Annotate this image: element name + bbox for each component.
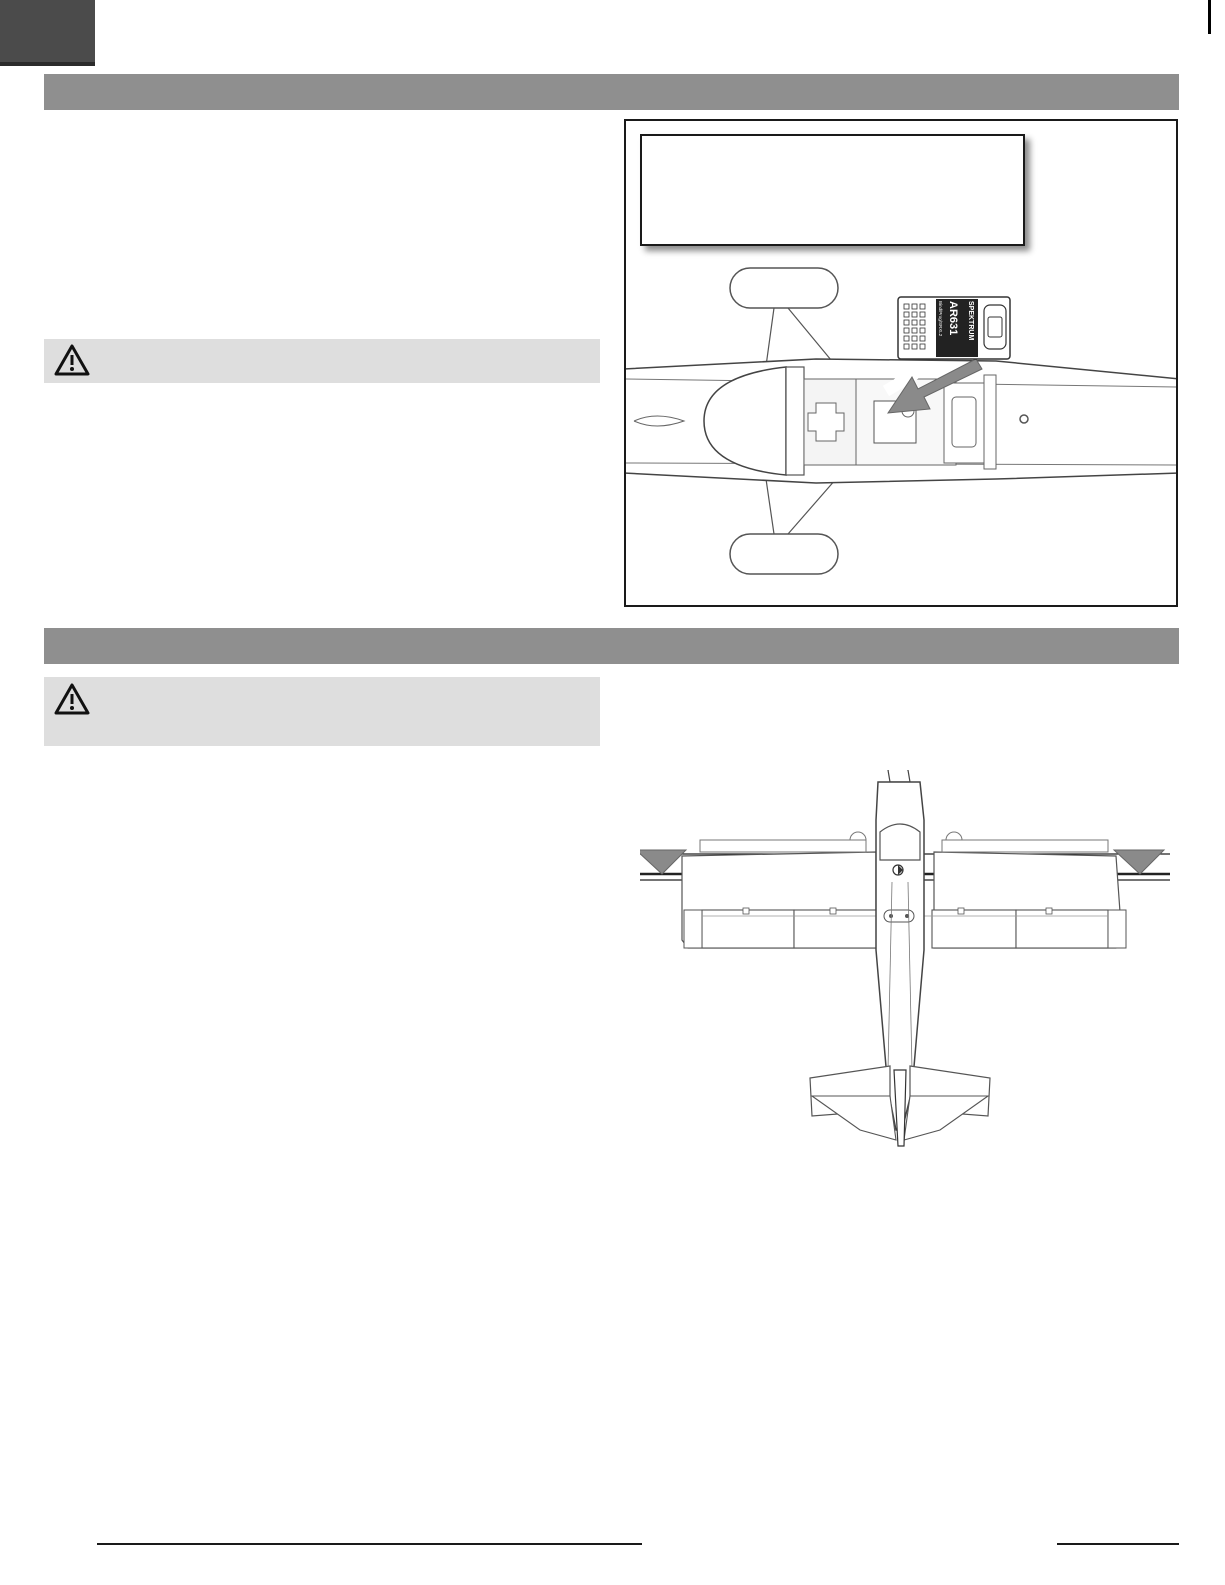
gear-strut-bottom: [766, 479, 836, 534]
wheel-top: [730, 268, 838, 308]
footer-rule: [1057, 1543, 1179, 1545]
right-arrow-down: [1114, 850, 1164, 874]
left-arrow-down: [640, 850, 686, 874]
crop-mark: [1208, 0, 1211, 34]
page-corner-tab: [0, 0, 95, 66]
footer-rule: [97, 1543, 642, 1545]
section-header-bar-control-direction: [44, 628, 1179, 664]
airplane-top-view-drawing: [640, 770, 1170, 1160]
warning-box: [44, 339, 600, 383]
receiver-brand-text: SPEKTRUM: [967, 301, 974, 341]
receiver-port-text: Bind/Prog/SRXL2: [938, 301, 943, 337]
receiver-model-text: AR631: [947, 301, 959, 336]
gear-strut-top: [766, 308, 836, 366]
left-elevator: [812, 1096, 896, 1140]
warning-triangle-icon: [54, 683, 90, 715]
receiver-installation-figure: [624, 119, 1178, 607]
fuselage-top-view-drawing: [626, 121, 1178, 607]
wheel-bottom: [730, 534, 838, 574]
receiver-closeup: [898, 297, 1010, 359]
section-header-bar-receiver: [44, 74, 1179, 110]
warning-box: [44, 677, 600, 746]
canopy: [880, 824, 920, 860]
warning-triangle-icon: [54, 344, 90, 376]
right-elevator: [904, 1096, 988, 1140]
